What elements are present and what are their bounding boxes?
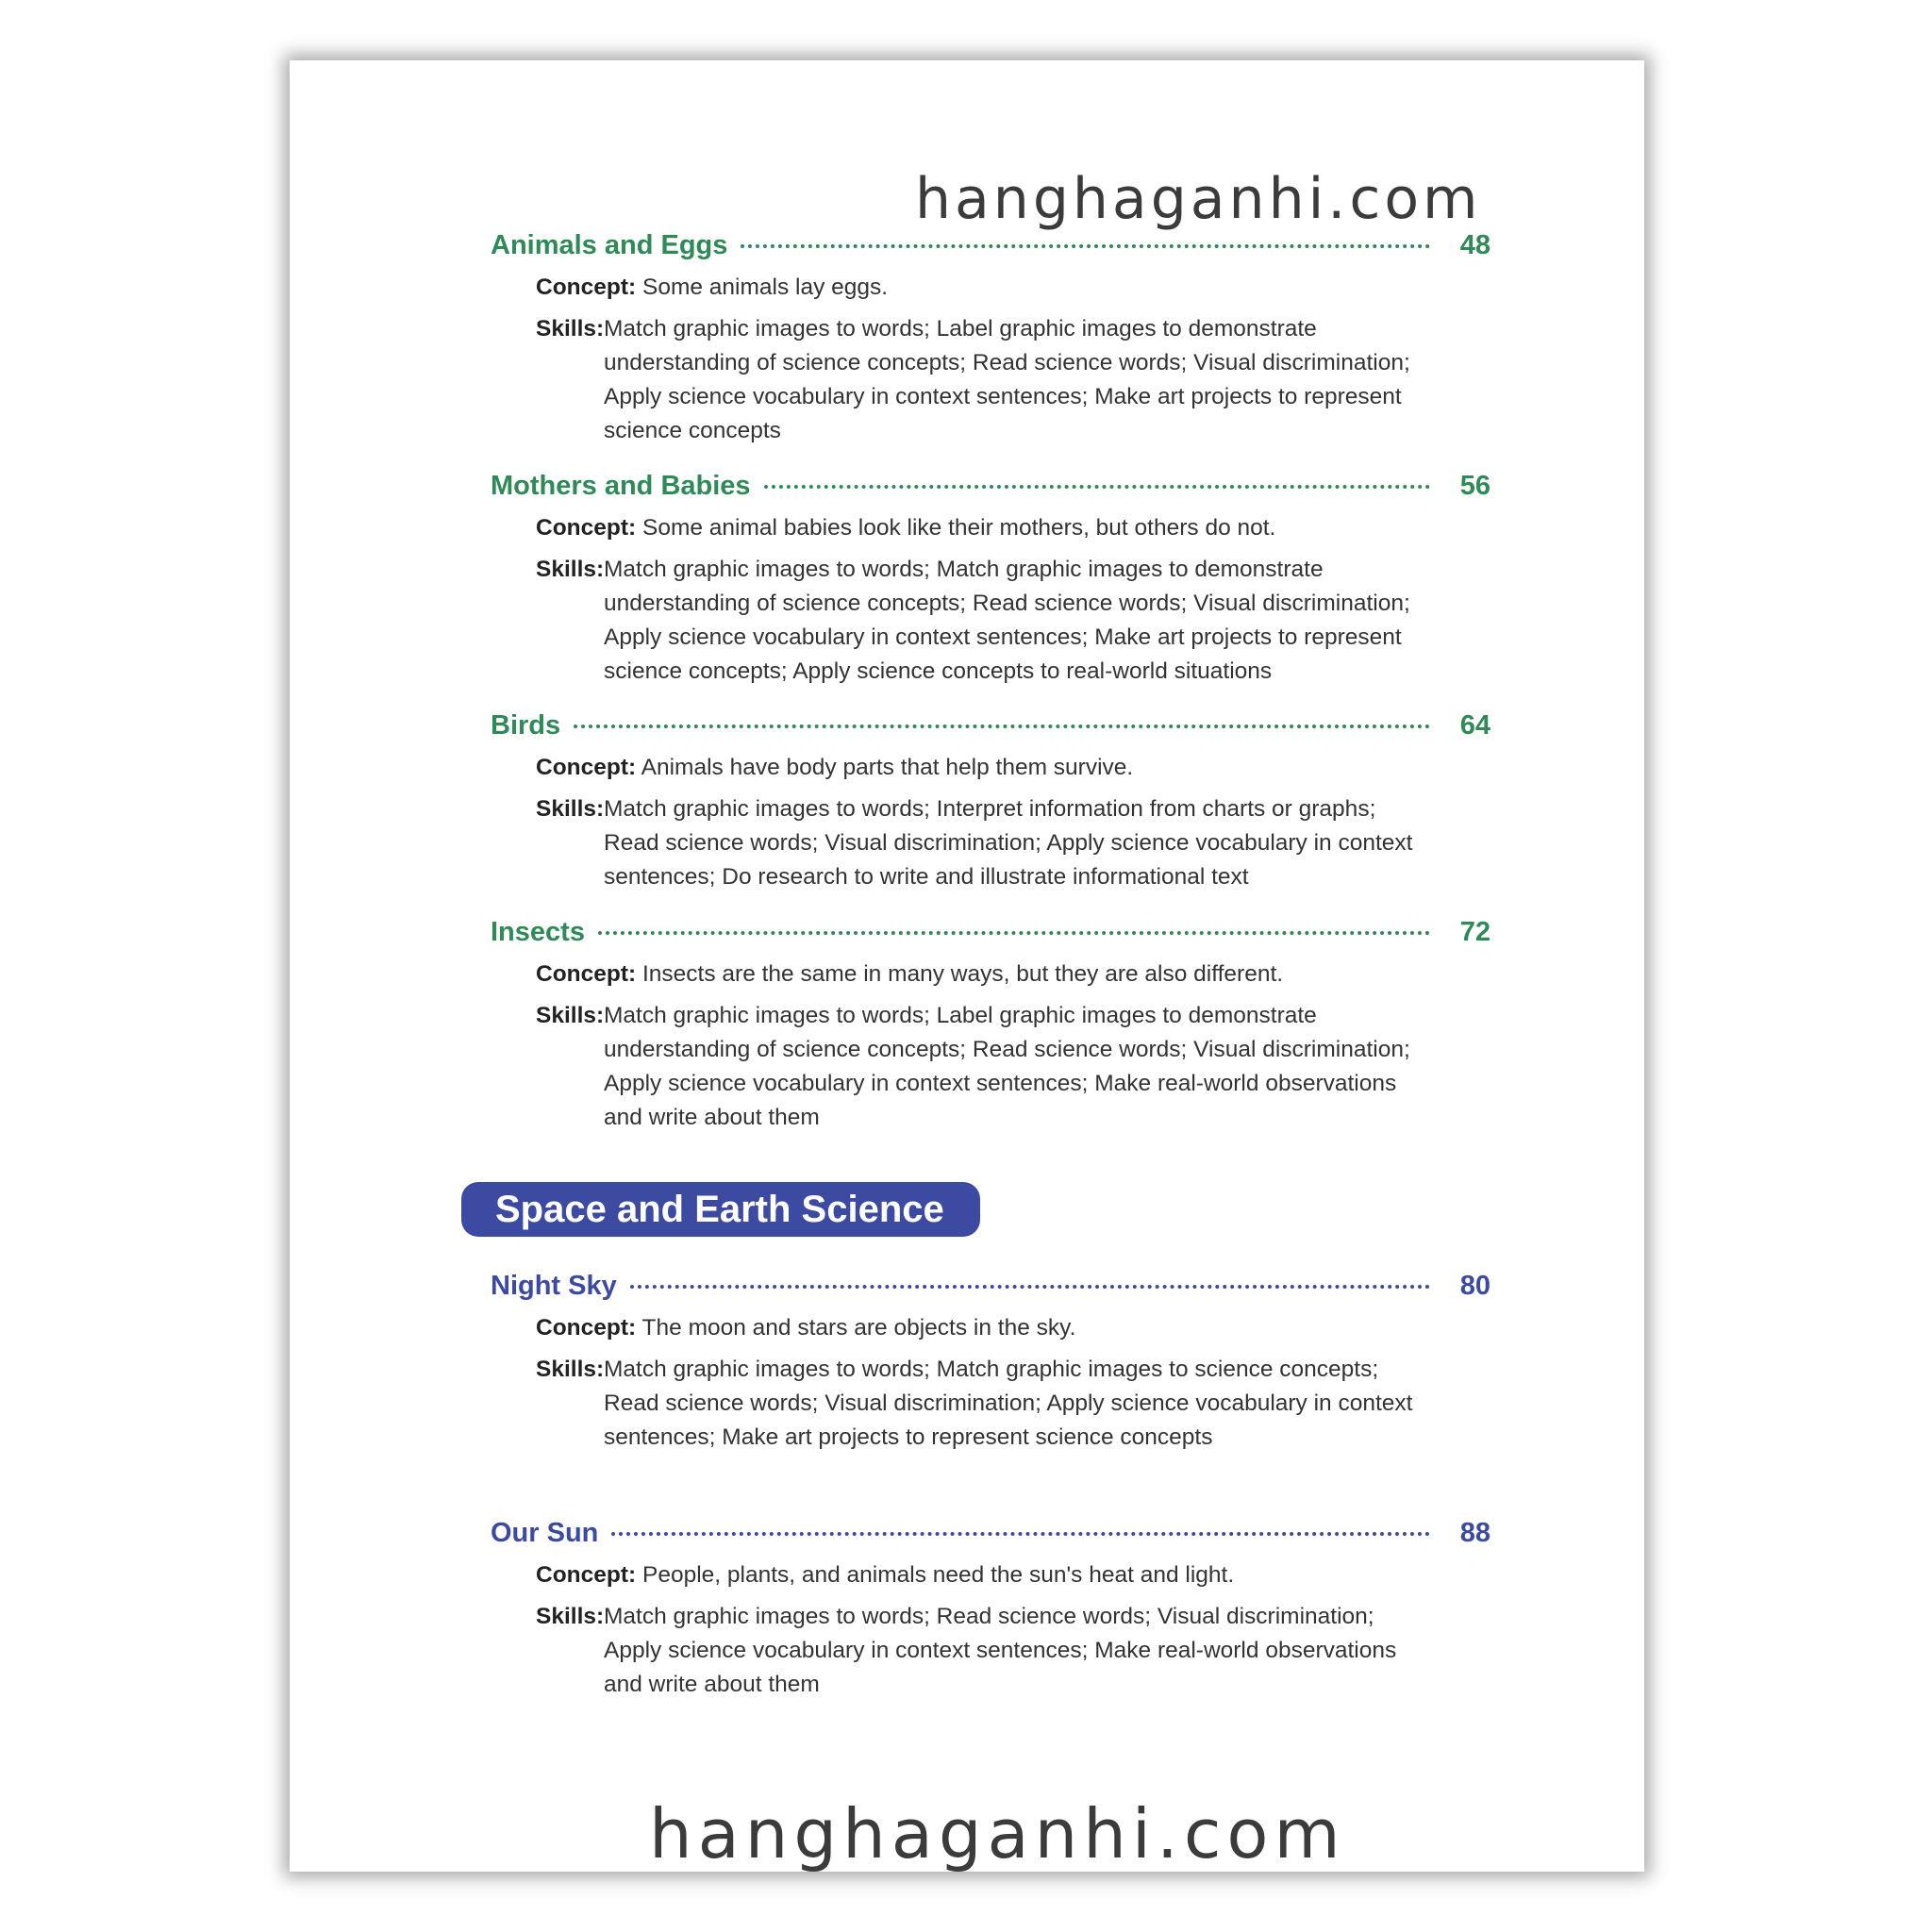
dot-leader: [574, 724, 1430, 728]
concept-text: Some animals lay eggs.: [641, 275, 889, 300]
skills-block: [536, 1353, 1491, 1455]
page-number: 80: [1459, 1271, 1491, 1301]
skills-block: [536, 999, 1491, 1135]
section-heading: Space and Earth Science: [461, 1182, 980, 1237]
entry-title: Animals and Eggs: [491, 230, 728, 260]
entry-heading[interactable]: [491, 710, 1491, 741]
toc-entry-insects: [491, 917, 1491, 1135]
page-number: 56: [1459, 471, 1491, 501]
dot-leader: [741, 244, 1430, 248]
concept-text: Insects are the same in many ways, but they are also different.: [641, 961, 1284, 987]
concept-line: [536, 751, 1491, 785]
entry-heading[interactable]: [491, 1271, 1491, 1302]
skills-block: [536, 553, 1491, 689]
skills-label: Skills:: [536, 1604, 605, 1629]
entry-heading[interactable]: [491, 230, 1491, 261]
skills-block: [536, 312, 1491, 448]
concept-text: People, plants, and animals need the sun's heat and light.: [641, 1562, 1235, 1588]
concept-label: Concept:: [536, 275, 637, 300]
entry-title: Insects: [491, 917, 585, 947]
toc-entry-birds: [491, 710, 1491, 894]
concept-line: [536, 1311, 1491, 1345]
concept-line: [536, 1558, 1491, 1592]
entry-title: Our Sun: [491, 1518, 599, 1548]
dot-leader: [611, 1532, 1430, 1536]
skills-label: Skills:: [536, 1003, 605, 1028]
entry-heading[interactable]: [491, 1518, 1491, 1549]
skills-label: Skills:: [536, 796, 605, 822]
skills-text: Match graphic images to words; Read science words; Visual discrimination; Apply science vocabulary in context sentences; Make real-world observations and write about them: [604, 1604, 1397, 1697]
concept-line: [536, 271, 1491, 305]
concept-label: Concept:: [536, 755, 637, 780]
dot-leader: [764, 485, 1430, 489]
dot-leader: [598, 931, 1430, 935]
concept-label: Concept:: [536, 1315, 637, 1341]
page-number: 48: [1459, 230, 1491, 260]
skills-block: [536, 792, 1491, 894]
entry-heading[interactable]: [491, 917, 1491, 948]
concept-text: Animals have body parts that help them survive.: [641, 755, 1134, 780]
entry-heading[interactable]: [491, 471, 1491, 502]
concept-label: Concept:: [536, 1562, 637, 1588]
skills-text: Match graphic images to words; Label graphic images to demonstrate understanding of science concepts; Read science words; Visual discrimination; Apply science vocabulary in context sentences; Make real-world observations and write about them: [604, 1003, 1410, 1130]
watermark-top: hanghaganhi.com: [915, 166, 1482, 232]
skills-text: Match graphic images to words; Match graphic images to science concepts; Read science words; Visual discrimination; Apply science vocabulary in context sentences; Make art projects to represent science concepts: [604, 1357, 1413, 1450]
concept-label: Concept:: [536, 961, 637, 987]
dot-leader: [630, 1285, 1430, 1289]
skills-label: Skills:: [536, 1357, 605, 1382]
entry-title: Mothers and Babies: [491, 471, 751, 501]
toc-entry-animals-and-eggs: [491, 230, 1491, 448]
page-number: 64: [1459, 710, 1491, 741]
concept-text: The moon and stars are objects in the sky.: [641, 1315, 1076, 1341]
concept-text: Some animal babies look like their mothers, but others do not.: [641, 515, 1276, 541]
skills-label: Skills:: [536, 316, 605, 341]
concept-line: [536, 511, 1491, 545]
entry-title: Night Sky: [491, 1271, 617, 1301]
page-number: 72: [1459, 917, 1491, 947]
skills-text: Match graphic images to words; Match graphic images to demonstrate understanding of science concepts; Read science words; Visual discrimination; Apply science vocabulary in context sentences; Make art projects to represent science concepts; Apply science concepts to real-world situations: [604, 557, 1410, 684]
toc-entry-night-sky: [491, 1271, 1491, 1455]
concept-line: [536, 958, 1491, 991]
skills-text: Match graphic images to words; Interpret information from charts or graphs; Read science words; Visual discrimination; Apply science vocabulary in context sentences; Do research to write and illustrate informational text: [604, 796, 1413, 890]
concept-label: Concept:: [536, 515, 637, 541]
toc-entry-mothers-and-babies: [491, 471, 1491, 689]
skills-label: Skills:: [536, 557, 605, 582]
toc-entry-our-sun: [491, 1518, 1491, 1702]
skills-block: [536, 1600, 1491, 1702]
skills-text: Match graphic images to words; Label graphic images to demonstrate understanding of science concepts; Read science words; Visual discrimination; Apply science vocabulary in context sentences; Make art projects to represent science concepts: [604, 316, 1410, 443]
entry-title: Birds: [491, 710, 561, 741]
watermark-bottom: hanghaganhi.com: [649, 1794, 1346, 1874]
page-number: 88: [1459, 1518, 1491, 1548]
